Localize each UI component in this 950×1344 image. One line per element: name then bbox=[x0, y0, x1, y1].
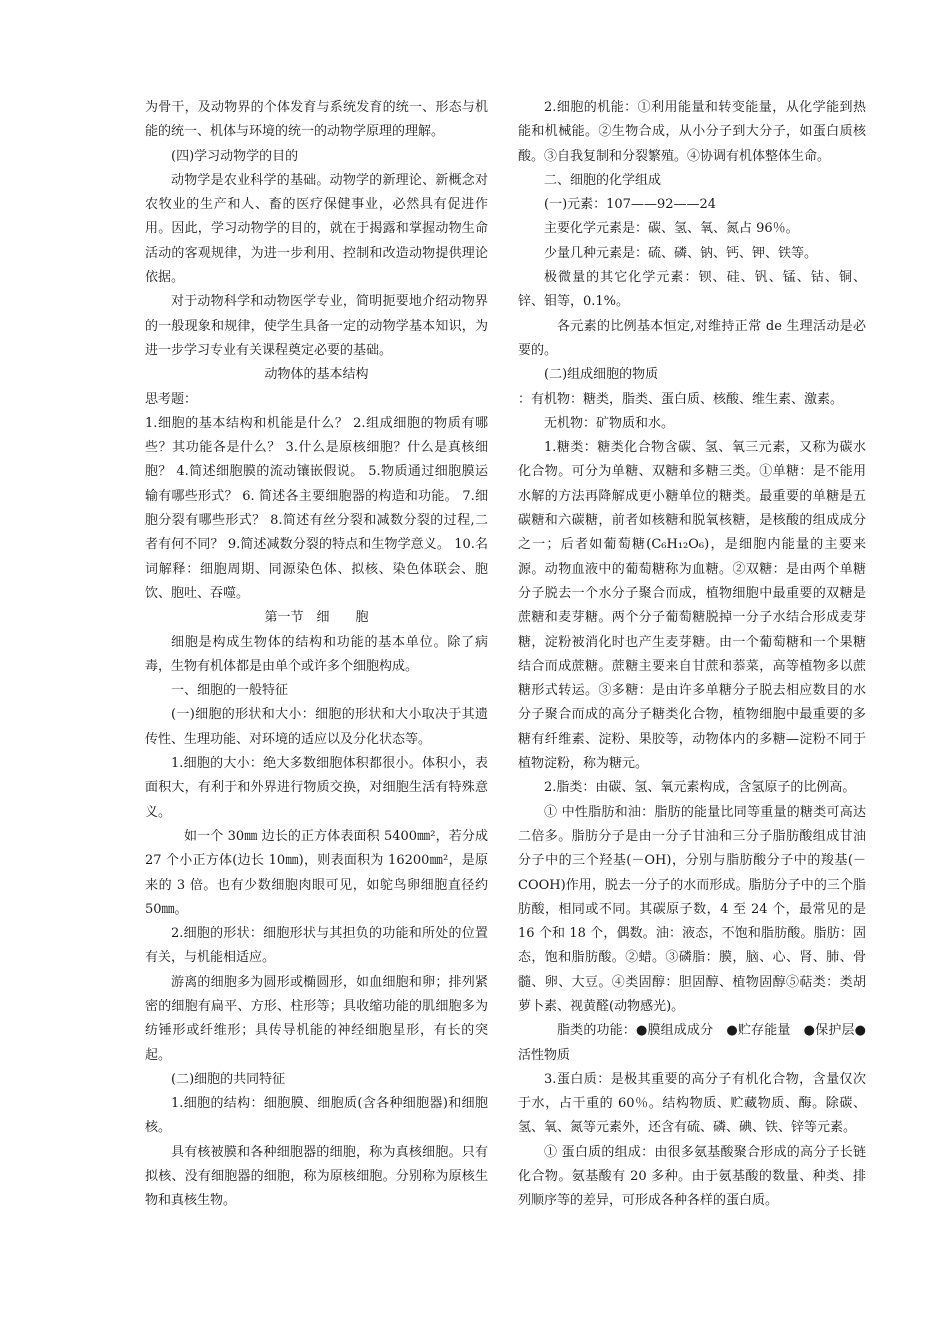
paragraph: 如一个 30㎜ 边长的正方体表面积 5400㎜²，若分成 27 个小正方体(边长 10㎜)，则表面积为 16200㎜²，是原来的 3 倍。也有少数细胞肉眼可见，如鸵鸟卵细胞直径约 50㎜。 bbox=[145, 828, 488, 917]
paragraph: 为骨干，及动物界的个体发育与系统发育的统一、形态与机能的统一、机体与环境的统一的动物学原理的理解。 bbox=[145, 100, 488, 140]
paragraph: 1.糖类：糖类化合物含碳、氢、氧三元素，又称为碳水化合物。可分为单糖、双糖和多糖三类。①单糖：是不能用水解的方法再降解成更小糖单位的糖类。最重要的单糖是五碳糖和六碳糖，前者如核糖和脱氧核糖，是核酸的组成成分之一；后者如葡萄糖(C₆H₁₂O₆)，是细胞内能量的主要来源。动物血液中的葡萄糖称为血糖。②双糖：是由两个单糖分子脱去一个水分子聚合而成，植物细胞中最重要的双糖是蔗糖和麦芽糖。两个分子葡萄糖脱掉一分子水结合形成麦芽糖，淀粉被消化时也产生麦芽糖。由一个葡萄糖和一个果糖结合而成蔗糖。蔗糖主要来自甘蔗和菾菜，高等植物多以蔗糖形式转运。③多糖：是由许多单糖分子脱去相应数目的水分子聚合而成的高分子糖类化合物，植物细胞中最重要的多糖有纤维素、淀粉、果胶等，动物体内的多糖—淀粉不同于植物淀粉，称为糖元。 bbox=[518, 440, 866, 772]
paragraph: ：有机物：糖类，脂类、蛋白质、核酸、维生素、激素。 bbox=[518, 391, 844, 407]
paragraph: 2.细胞的形状：细胞形状与其担负的功能和所处的位置有关，与机能相适应。 bbox=[145, 926, 488, 966]
paragraph: (四)学习动物学的目的 bbox=[171, 148, 299, 164]
paragraph: (一)细胞的形状和大小：细胞的形状和大小取决于其遗传性、生理功能、对环境的适应以及分化状态等。 bbox=[145, 707, 488, 747]
paragraph: 动物学是农业科学的基础。动物学的新理论、新概念对农牧业的生产和人、畜的医疗保健事业，必然具有促进作用。因此，学习动物学的目的，就在于揭露和掌握动物生命活动的客观规律，为进一步利用、控制和改造动物提供理论依据。 bbox=[145, 172, 488, 286]
paragraph: 一、细胞的一般特征 bbox=[171, 683, 289, 699]
paragraph: (一)元素：107——92——24 bbox=[544, 197, 717, 213]
paragraph: (二)组成细胞的物质 bbox=[544, 367, 659, 383]
paragraph: 1.细胞的结构：细胞膜、细胞质(含各种细胞器)和细胞核。 bbox=[145, 1096, 488, 1136]
paragraph: 游离的细胞多为圆形或椭圆形，如血细胞和卵；排列紧密的细胞有扁平、方形、柱形等；具收缩功能的肌细胞多为纺锤形或纤维形；具传导机能的神经细胞星形，有长的突起。 bbox=[145, 974, 488, 1063]
paragraph: 主要化学元素是：碳、氢、氧、氮占 96％。 bbox=[544, 221, 799, 237]
paragraph: 2.细胞的机能：①利用能量和转变能量，从化学能到热能和机械能。②生物合成，从小分子到大分子，如蛋白质核酸。③自我复制和分裂繁殖。④协调有机体整体生命。 bbox=[518, 100, 866, 164]
paragraph: 1.细胞的基本结构和机能是什么？ 2.组成细胞的物质有哪些？其功能各是什么？ 3.什么是原核细胞？什么是真核细胞？ 4.简述细胞膜的流动镶嵌假说。 5.物质通过细胞膜运输有哪些形式？ 6. 简述各主要细胞器的构造和功能。 7.细胞分裂有哪些形式？ 8.简述有丝分裂和减数分裂的过程,二者有何不同？ 9.简述减数分裂的特点和生物学意义。 10.名词解释：细胞周期、同源染色体、拟核、染色体联会、胞饮、胞吐、吞噬。 bbox=[145, 415, 488, 601]
paragraph: 脂类的功能：●膜组成成分 ●贮存能量 ●保护层●活性物质 bbox=[518, 1023, 866, 1063]
paragraph: 各元素的比例基本恒定,对维持正常 de 生理活动是必要的。 bbox=[518, 318, 866, 358]
paragraph: 二、细胞的化学组成 bbox=[544, 172, 662, 188]
paragraph: 2.脂类：由碳、氢、氧元素构成，含氢原子的比例高。 bbox=[544, 780, 856, 796]
right-column bbox=[518, 96, 866, 1214]
paragraph: 无机物：矿物质和水。 bbox=[544, 415, 675, 431]
paragraph: 少量几种元素是：硫、磷、钠、钙、钾、铁等。 bbox=[544, 245, 818, 261]
paragraph: 对于动物科学和动物医学专业，简明扼要地介绍动物界的一般现象和规律，使学生具备一定的动物学基本知识，为进一步学习专业有关课程奠定必要的基础。 bbox=[145, 294, 488, 358]
paragraph: (二)细胞的共同特征 bbox=[171, 1071, 286, 1087]
paragraph: 细胞是构成生物体的结构和功能的基本单位。除了病毒，生物有机体都是由单个或许多个细胞构成。 bbox=[145, 634, 488, 674]
section-heading: 第一节 细 胞 bbox=[264, 610, 369, 626]
paragraph: 1.细胞的大小：绝大多数细胞体积都很小。体积小，表面积大，有利于和外界进行物质交换，对细胞生活有特殊意义。 bbox=[145, 756, 488, 820]
paragraph: 极微量的其它化学元素：钡、硅、钒、锰、钴、铜、锌、钼等，0.1%。 bbox=[518, 270, 866, 310]
section-heading: 动物体的基本结构 bbox=[264, 367, 369, 383]
paragraph: ① 蛋白质的组成：由很多氨基酸聚合形成的高分子长链化合物。氨基酸有 20 多种。由于氨基酸的数量、种类、排列顺序等的差异，可形成各种各样的蛋白质。 bbox=[518, 1144, 866, 1209]
left-column bbox=[145, 96, 488, 1214]
paragraph: 3.蛋白质：是极其重要的高分子有机化合物，含量仅次于水，占干重的 60％。结构物质、贮藏物质、酶。除碳、氢、氧、氮等元素外，还含有硫、磷、碘、铁、锌等元素。 bbox=[518, 1071, 866, 1136]
paragraph: ① 中性脂肪和油：脂肪的能量比同等重量的糖类可高达二倍多。脂肪分子是由一分子甘油和三分子脂肪酸组成甘油分子中的三个羟基(－OH)，分别与脂肪酸分子中的羧基(－COOH)作用，脱去一分子的水而形成。脂肪分子中的三个脂肪酸，相同或不同。其碳原子数，4 至 24 个，最常见的是 16 个和 18 个，偶数。油：液态，不饱和脂肪酸。脂肪：固态，饱和脂肪酸。②蜡。③磷脂：膜，脑、心、肾、肺、骨髓、卵、大豆。④类固醇：胆固醇、植物固醇⑤萜类：类胡萝卜素、视黄醛(动物感光)。 bbox=[518, 804, 866, 1014]
paragraph: 思考题： bbox=[145, 391, 198, 407]
paragraph: 具有核被膜和各种细胞器的细胞，称为真核细胞。只有拟核、没有细胞器的细胞，称为原核细胞。分别称为原核生物和真核生物。 bbox=[145, 1144, 488, 1209]
